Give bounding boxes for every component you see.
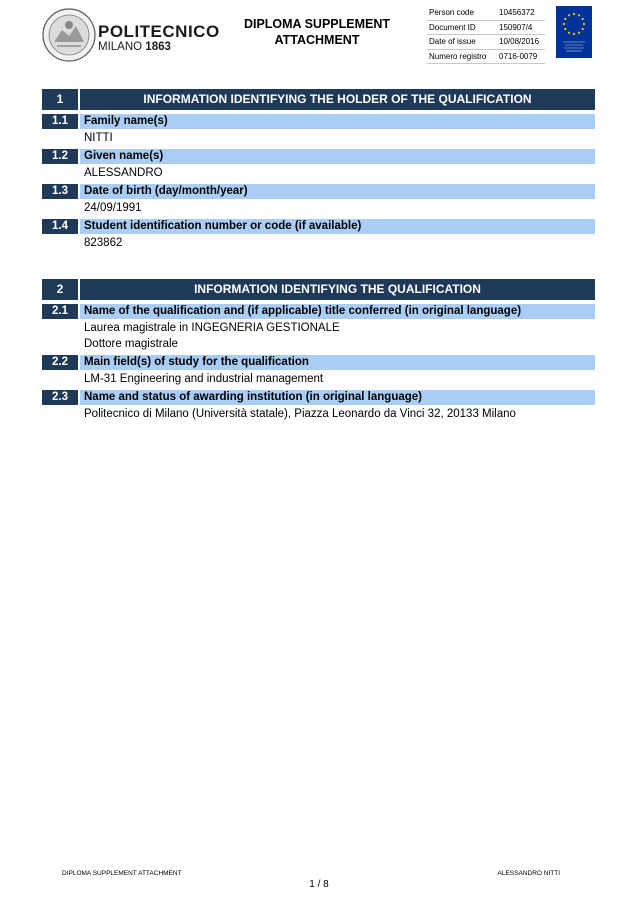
section-title: INFORMATION IDENTIFYING THE QUALIFICATION (80, 279, 595, 300)
document-meta-table (427, 6, 545, 64)
field-title: Given name(s) (80, 149, 595, 164)
document-header (42, 8, 594, 62)
field-header (42, 355, 595, 370)
document-title-line1: DIPLOMA SUPPLEMENT (243, 17, 391, 31)
section-header (42, 89, 595, 110)
field-number: 1.2 (42, 149, 78, 164)
field-of-study-value: LM-31 Engineering and industrial management (84, 373, 324, 385)
field-header (42, 390, 595, 405)
section-holder-information (42, 89, 595, 254)
awarding-institution-value: Politecnico di Milano (Università statale), Piazza Leonardo da Vinci 32, 20133 Milano (84, 408, 516, 420)
footer-document-name: DIPLOMA SUPPLEMENT ATTACHMENT (62, 870, 182, 877)
section-number: 1 (42, 89, 78, 110)
meta-value: 10456372 (499, 8, 535, 17)
qualification-title-value: Dottore magistrale (84, 338, 178, 350)
meta-row (427, 6, 545, 21)
field-header (42, 184, 595, 199)
eu-flag-icon (556, 6, 592, 58)
meta-key: Date of issue (429, 37, 476, 46)
given-name-value: ALESSANDRO (84, 167, 163, 179)
field-value (42, 406, 595, 422)
field-title: Date of birth (day/month/year) (80, 184, 595, 199)
field-number: 1.3 (42, 184, 78, 199)
student-id-value: 823862 (84, 237, 123, 249)
field-number: 2.3 (42, 390, 78, 405)
politecnico-seal-icon (42, 8, 96, 62)
field-title: Family name(s) (80, 114, 595, 129)
field-header (42, 114, 595, 129)
field-header (42, 304, 595, 319)
logo-subtitle (98, 41, 171, 53)
meta-value: 0716-0079 (499, 51, 538, 61)
meta-value: 150907/4 (499, 22, 533, 32)
meta-key: Numero registro (429, 51, 487, 61)
logo-city: MILANO (98, 41, 143, 53)
logo-name: POLITECNICO (98, 22, 220, 41)
field-value (42, 165, 595, 181)
meta-row (427, 50, 545, 65)
field-title: Main field(s) of study for the qualification (80, 355, 595, 370)
field-number: 2.2 (42, 355, 78, 370)
document-title (232, 16, 402, 48)
page-number: 1 / 8 (309, 879, 329, 890)
field-title: Student identification number or code (if available) (80, 219, 595, 234)
family-name-value: NITTI (84, 132, 113, 144)
qualification-name-value: Laurea magistrale in INGEGNERIA GESTIONALE (84, 322, 340, 334)
field-title: Name of the qualification and (if applicable) title conferred (in original language) (80, 304, 595, 319)
field-value (42, 320, 595, 352)
field-value (42, 235, 595, 251)
meta-key: Document ID (429, 22, 476, 32)
section-qualification-information (42, 279, 595, 425)
meta-row (427, 35, 545, 50)
politecnico-logo (42, 8, 242, 62)
meta-key: Person code (429, 8, 474, 17)
logo-year: 1863 (145, 41, 171, 53)
field-title: Name and status of awarding institution (in original language) (80, 390, 595, 405)
field-number: 1.4 (42, 219, 78, 234)
document-title-line2: ATTACHMENT (274, 33, 360, 47)
field-header (42, 219, 595, 234)
field-value (42, 371, 595, 387)
field-header (42, 149, 595, 164)
field-number: 2.1 (42, 304, 78, 319)
meta-value: 10/08/2016 (499, 37, 540, 46)
meta-row (427, 21, 545, 36)
field-number: 1.1 (42, 114, 78, 129)
section-title: INFORMATION IDENTIFYING THE HOLDER OF THE QUALIFICATION (80, 89, 595, 110)
section-number: 2 (42, 279, 78, 300)
footer-holder-name: ALESSANDRO NITTI (497, 870, 560, 877)
field-value (42, 130, 595, 146)
date-of-birth-value: 24/09/1991 (84, 202, 142, 214)
section-header (42, 279, 595, 300)
field-value (42, 200, 595, 216)
